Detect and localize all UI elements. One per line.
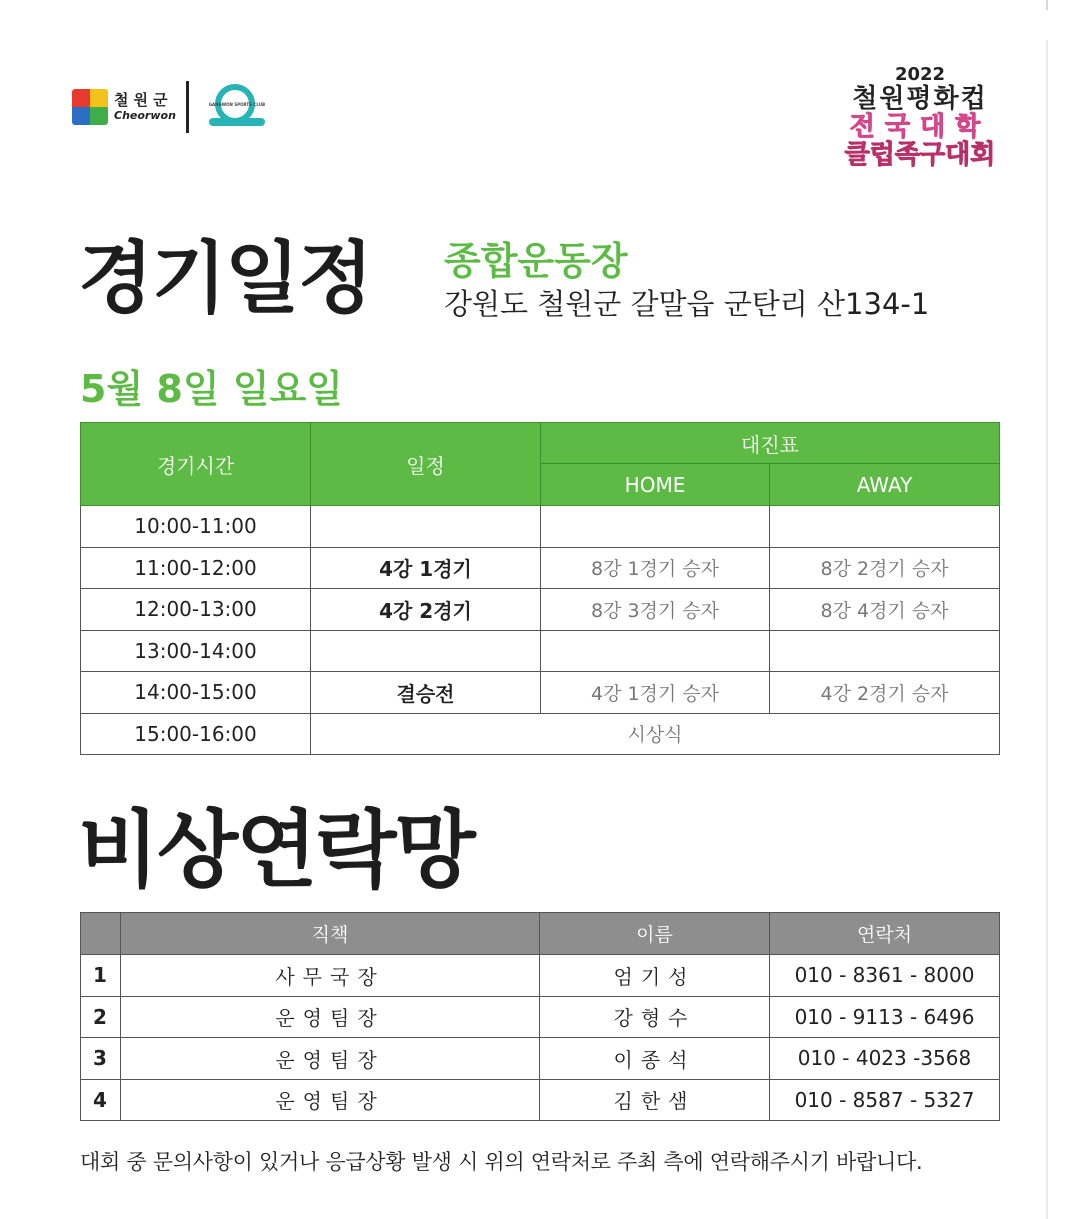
contacts-title: 비상연락망 (78, 801, 474, 899)
match-date: 5월 8일 일요일 (80, 367, 343, 411)
row-number: 4 (81, 1079, 121, 1121)
table-row (81, 506, 1000, 548)
venue-name: 종합운동장 (444, 239, 628, 283)
away-cell (770, 506, 1000, 548)
stage-cell (311, 506, 541, 548)
phone-cell: 010 - 8361 - 8000 (770, 955, 1000, 997)
col-header-home: HOME (541, 464, 770, 506)
cheorwon-emblem-icon (72, 89, 108, 125)
contacts-table (80, 912, 1000, 1121)
table-row (81, 1079, 1000, 1121)
col-header-time: 경기시간 (81, 423, 311, 506)
table-row (81, 1038, 1000, 1080)
table-row (81, 589, 1000, 631)
page-edge-tick (1046, 0, 1048, 10)
schedule-table (80, 422, 1000, 755)
col-header-bracket: 대진표 (541, 423, 1000, 464)
home-cell: 8강 3경기 승자 (541, 589, 770, 631)
table-row (81, 713, 1000, 755)
away-cell: 8강 4경기 승자 (770, 589, 1000, 631)
role-cell: 운영팀장 (121, 1079, 540, 1121)
col-header-stage: 일정 (311, 423, 541, 506)
stage-cell: 4강 1경기 (311, 547, 541, 589)
table-row (81, 630, 1000, 672)
county-name-ko: 철원군 (114, 91, 173, 109)
footer-note: 대회 중 문의사항이 있거나 응급상황 발생 시 위의 연락처로 주최 측에 연락해주시기 바랍니다. (80, 1150, 923, 1174)
col-header-phone: 연락처 (770, 913, 1000, 955)
col-header-name: 이름 (540, 913, 770, 955)
table-row (81, 955, 1000, 997)
time-cell: 10:00-11:00 (81, 506, 311, 548)
time-cell: 12:00-13:00 (81, 589, 311, 631)
cup-name: 철원평화컵 (852, 84, 988, 114)
club-wave-icon (209, 118, 265, 126)
name-cell: 이종석 (540, 1038, 770, 1080)
organizer-logos (72, 78, 277, 136)
home-cell: 8강 1경기 승자 (541, 547, 770, 589)
name-cell: 김한샘 (540, 1079, 770, 1121)
role-cell: 운영팀장 (121, 1038, 540, 1080)
phone-cell: 010 - 9113 - 6496 (770, 996, 1000, 1038)
stage-cell: 결승전 (311, 672, 541, 714)
col-header-role: 직책 (121, 913, 540, 955)
stage-cell: 4강 2경기 (311, 589, 541, 631)
ceremony-cell: 시상식 (311, 713, 1000, 755)
phone-cell: 010 - 4023 -3568 (770, 1038, 1000, 1080)
schedule-header-row (81, 423, 1000, 464)
page-edge-line (1046, 40, 1048, 1219)
cup-subtitle-1: 전국대학 (849, 112, 991, 142)
phone-cell: 010 - 8587 - 5327 (770, 1079, 1000, 1121)
contacts-header-row (81, 913, 1000, 955)
away-cell (770, 630, 1000, 672)
name-cell: 강형수 (540, 996, 770, 1038)
row-number: 2 (81, 996, 121, 1038)
cup-title-logo (820, 66, 1020, 168)
row-number: 1 (81, 955, 121, 997)
home-cell (541, 506, 770, 548)
sports-club-logo (197, 78, 277, 136)
time-cell: 11:00-12:00 (81, 547, 311, 589)
time-cell: 14:00-15:00 (81, 672, 311, 714)
stage-cell (311, 630, 541, 672)
row-number: 3 (81, 1038, 121, 1080)
col-header-away: AWAY (770, 464, 1000, 506)
away-cell: 8강 2경기 승자 (770, 547, 1000, 589)
role-cell: 운영팀장 (121, 996, 540, 1038)
table-row (81, 672, 1000, 714)
role-cell: 사무국장 (121, 955, 540, 997)
table-row (81, 996, 1000, 1038)
table-row (81, 547, 1000, 589)
home-cell: 4강 1경기 승자 (541, 672, 770, 714)
away-cell: 4강 2경기 승자 (770, 672, 1000, 714)
time-cell: 15:00-16:00 (81, 713, 311, 755)
cup-year: 2022 (894, 64, 946, 85)
logo-divider (186, 81, 189, 133)
schedule-title: 경기일정 (78, 234, 372, 324)
home-cell (541, 630, 770, 672)
county-name-en: Cheorwon (114, 109, 176, 122)
club-name: GANGWON SPORTS CLUB (208, 102, 266, 107)
cheorwon-logo-text (114, 93, 176, 121)
venue-address: 강원도 철원군 갈말읍 군탄리 산134-1 (444, 287, 930, 321)
time-cell: 13:00-14:00 (81, 630, 311, 672)
col-header-no (81, 913, 121, 955)
cup-subtitle-2: 클럽족구대회 (844, 140, 996, 170)
name-cell: 엄기성 (540, 955, 770, 997)
